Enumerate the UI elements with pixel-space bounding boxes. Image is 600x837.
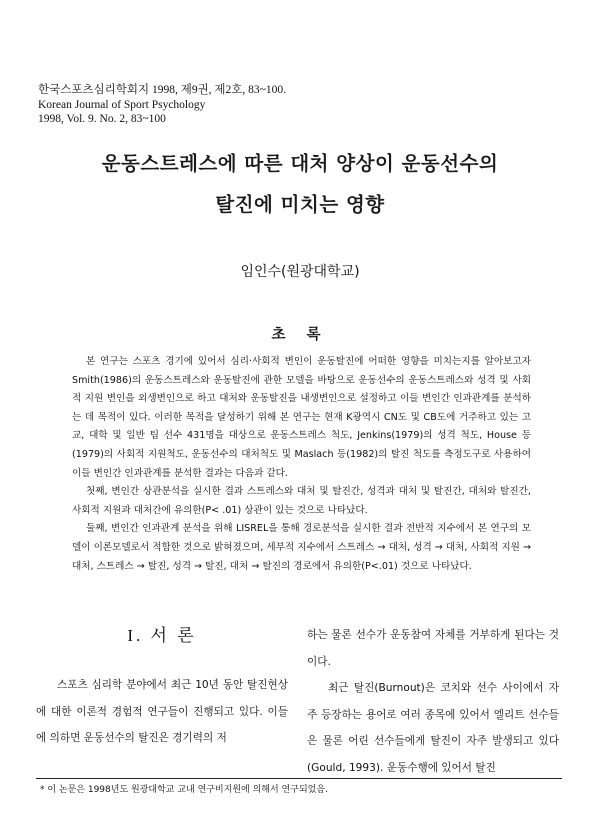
journal-name-english: Korean Journal of Sport Psychology (38, 98, 206, 111)
body-paragraph: 최근 탈진(Burnout)은 코치와 선수 사이에서 자주 등장하는 용어로 여러 종목에 있어서 엘리트 선수들은 물론 어린 선수들에게 탈진이 자주 발생되고 있다(Gould, 1993). 운동수행에 있어서 탈진 (307, 682, 559, 774)
abstract-paragraph: 둘째, 변인간 인과관계 분석을 위해 LISREL을 통해 경로분석을 실시한 결과 전반적 지수에서 본 연구의 모델이 이론모델로서 적합한 것으로 밝혀졌으며, 세부적 지수에서 스트레스 → 대처, 성격 → 대처, 사회적 지원 → 대처, 스트레스 → 탈진, 성격 → 탈진, 대처 → 탈진의 경로에서 유의한(P<.01) 것으로 나타났다. (72, 523, 531, 572)
abstract-paragraph: 첫째, 변인간 상관분석을 실시한 결과 스트레스와 대처 및 탈진간, 성격과 대처 및 탈진간, 대처와 탈진간, 사회적 지원과 대처간에 유의한(P< .01) 상관이 있는 것으로 나타났다. (72, 486, 531, 516)
abstract-heading: 초 록 (271, 327, 329, 343)
body-paragraph-continuation: 하는 물론 선수가 운동참여 자체를 거부하게 된다는 것이다. (307, 629, 559, 668)
right-column (307, 622, 559, 781)
paper-title-line-2: 탈진에 미치는 영향 (215, 193, 385, 216)
footnote-divider (36, 778, 562, 779)
author-affiliation: 임인수(원광대학교) (240, 264, 360, 280)
section-heading-introduction: I. 서 론 (127, 626, 197, 645)
journal-header (38, 83, 286, 127)
footnote: * 이 논문은 1998년도 원광대학교 교내 연구비지원에 의해서 연구되었음. (40, 785, 328, 795)
abstract-paragraph: 본 연구는 스포츠 경기에 있어서 심리·사회적 변인이 운동탈진에 어떠한 영향을 미치는지를 알아보고자 Smith(1986)의 운동스트레스와 운동탈진에 관한 모델을 바탕으로 운동선수의 운동스트레스와 성격 및 사회적 지원 변인을 외생변인으로 하고 대처와 운동탈진을 내생변인으로 설정하고 이들 변인간 인과관계를 분석하는 데 목적이 있다. 이러한 목적을 달성하기 위해 본 연구는 현재 K광역시 CN도 및 CB도에 거주하고 있는 고교, 대학 및 일반 팀 선수 431명을 대상으로 운동스트레스 척도, Jenkins(1979)의 성격 척도, House 등(1979)의 사회적 지원척도, 운동선수의 대처척도 및 Maslach 등(1982)의 탈진 척도를 측정도구로 사용하여 이들 변인간 인과관계를 분석한 결과는 다음과 같다. (72, 356, 531, 479)
journal-citation-korean: 한국스포츠심리학회지 1998, 제9권, 제2호, 83~100. (38, 84, 286, 96)
paper-title-line-1: 운동스트레스에 따른 대처 양상이 운동선수의 (101, 152, 499, 175)
abstract-body (72, 353, 531, 576)
journal-citation-english: 1998, Vol. 9. No. 2, 83~100 (38, 113, 166, 125)
left-column (36, 622, 288, 752)
body-paragraph: 스포츠 심리학 분야에서 최근 10년 동안 탈진현상에 대한 이론적 경험적 연구들이 진행되고 있다. 이들에 의하면 운동선수의 탈진은 경기력의 저 (36, 679, 288, 744)
